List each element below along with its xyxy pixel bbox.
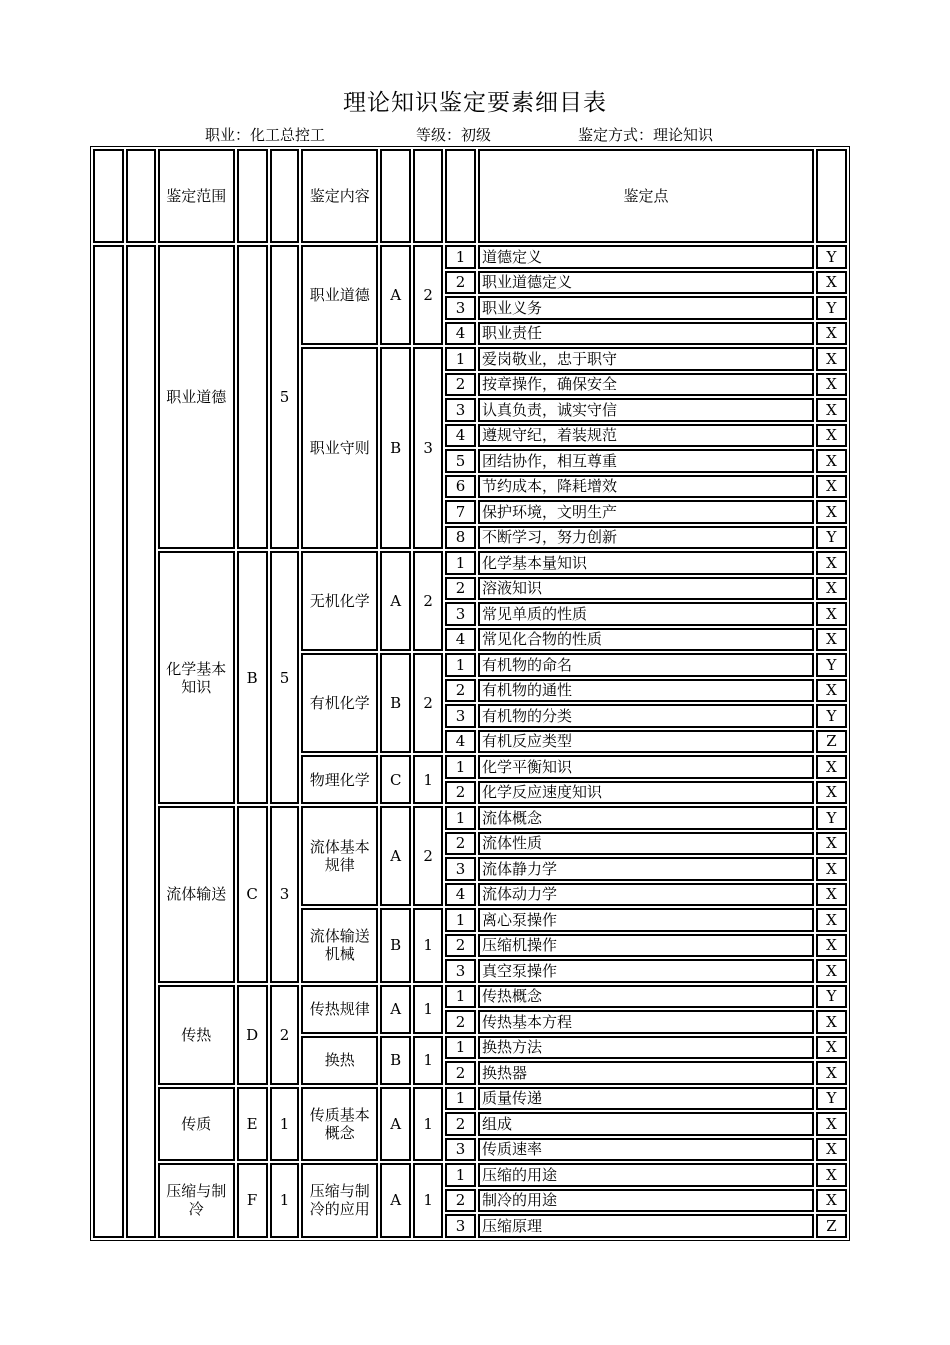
header-importance [816, 149, 847, 243]
content-weight: 1 [413, 1087, 443, 1162]
point-code: 3 [445, 296, 476, 320]
point-name: 道德定义 [478, 245, 814, 269]
point-code: 5 [445, 449, 476, 473]
point-importance: X [816, 1010, 847, 1034]
point-name: 职业责任 [478, 322, 814, 346]
point-importance: Z [816, 730, 847, 754]
point-name: 有机物的命名 [478, 653, 814, 677]
point-importance: X [816, 1036, 847, 1060]
point-code: 4 [445, 883, 476, 907]
point-code: 1 [445, 347, 476, 371]
point-name: 制冷的用途 [478, 1189, 814, 1213]
point-name: 节约成本，降耗增效 [478, 475, 814, 499]
range-code: E [237, 1087, 268, 1162]
point-importance: X [816, 500, 847, 524]
point-name: 组成 [478, 1112, 814, 1136]
point-name: 质量传递 [478, 1087, 814, 1111]
point-importance: Y [816, 526, 847, 550]
content-weight: 2 [413, 806, 443, 906]
point-code: 3 [445, 602, 476, 626]
point-name: 化学平衡知识 [478, 755, 814, 779]
header-weight2 [413, 149, 443, 243]
point-name: 溶液知识 [478, 577, 814, 601]
range-code [237, 245, 268, 549]
table-row [93, 1163, 847, 1187]
point-importance: X [816, 424, 847, 448]
point-code: 6 [445, 475, 476, 499]
point-importance: X [816, 679, 847, 703]
range-name: 压缩与制冷 [158, 1163, 235, 1238]
point-name: 团结协作，相互尊重 [478, 449, 814, 473]
point-code: 3 [445, 857, 476, 881]
point-name: 流体概念 [478, 806, 814, 830]
point-importance: X [816, 934, 847, 958]
range-code: D [237, 985, 268, 1085]
content-weight: 1 [413, 985, 443, 1034]
point-importance: X [816, 1163, 847, 1187]
point-name: 职业义务 [478, 296, 814, 320]
point-importance: X [816, 628, 847, 652]
header-range: 鉴定范围 [158, 149, 235, 243]
element-table [90, 146, 850, 1241]
content-weight: 1 [413, 1036, 443, 1085]
content-weight: 2 [413, 551, 443, 651]
point-name: 按章操作，确保安全 [478, 373, 814, 397]
point-importance: X [816, 449, 847, 473]
point-name: 离心泵操作 [478, 908, 814, 932]
content-code: A [380, 245, 411, 345]
header-weight1 [270, 149, 300, 243]
header-code1 [126, 149, 156, 243]
table-row [93, 1087, 847, 1111]
point-importance: X [816, 781, 847, 805]
point-importance: X [816, 883, 847, 907]
point-importance: X [816, 959, 847, 983]
content-code: A [380, 1087, 411, 1162]
point-importance: X [816, 755, 847, 779]
page-title: 理论知识鉴定要素细目表 [343, 90, 607, 116]
header-code2 [237, 149, 268, 243]
point-name: 保护环境，文明生产 [478, 500, 814, 524]
content-name: 流体输送机械 [301, 908, 378, 983]
point-importance: X [816, 398, 847, 422]
point-code: 1 [445, 908, 476, 932]
point-importance: X [816, 373, 847, 397]
point-importance: X [816, 551, 847, 575]
content-name: 职业道德 [301, 245, 378, 345]
point-name: 真空泵操作 [478, 959, 814, 983]
range-weight: 1 [270, 1163, 300, 1238]
point-code: 2 [445, 1010, 476, 1034]
point-code: 1 [445, 653, 476, 677]
point-code: 2 [445, 271, 476, 295]
point-importance: X [816, 1061, 847, 1085]
point-name: 流体静力学 [478, 857, 814, 881]
point-code: 3 [445, 1214, 476, 1238]
content-name: 职业守则 [301, 347, 378, 549]
header-code4 [445, 149, 476, 243]
point-importance: X [816, 832, 847, 856]
point-name: 不断学习，努力创新 [478, 526, 814, 550]
point-name: 有机物的分类 [478, 704, 814, 728]
header-content: 鉴定内容 [301, 149, 378, 243]
content-name: 传质基本概念 [301, 1087, 378, 1162]
range-name: 职业道德 [158, 245, 235, 549]
point-name: 换热器 [478, 1061, 814, 1085]
header-code3 [380, 149, 411, 243]
point-code: 2 [445, 577, 476, 601]
point-code: 3 [445, 704, 476, 728]
point-name: 有机反应类型 [478, 730, 814, 754]
point-importance: X [816, 1189, 847, 1213]
point-code: 3 [445, 959, 476, 983]
header-row [93, 149, 847, 243]
point-code: 1 [445, 755, 476, 779]
point-code: 8 [445, 526, 476, 550]
point-name: 传热基本方程 [478, 1010, 814, 1034]
content-weight: 2 [413, 653, 443, 753]
occupation-label: 职业：化工总控工 [205, 126, 326, 144]
point-code: 4 [445, 730, 476, 754]
point-name: 流体动力学 [478, 883, 814, 907]
point-name: 压缩机操作 [478, 934, 814, 958]
point-name: 换热方法 [478, 1036, 814, 1060]
point-name: 有机物的通性 [478, 679, 814, 703]
content-code: A [380, 806, 411, 906]
point-importance: Y [816, 296, 847, 320]
content-weight: 1 [413, 755, 443, 804]
point-name: 传热概念 [478, 985, 814, 1009]
point-code: 2 [445, 373, 476, 397]
content-name: 流体基本规律 [301, 806, 378, 906]
content-name: 压缩与制冷的应用 [301, 1163, 378, 1238]
point-name: 压缩的用途 [478, 1163, 814, 1187]
point-name: 常见化合物的性质 [478, 628, 814, 652]
point-importance: X [816, 908, 847, 932]
content-code: B [380, 653, 411, 753]
point-importance: X [816, 1138, 847, 1162]
point-name: 流体性质 [478, 832, 814, 856]
point-importance: X [816, 857, 847, 881]
point-importance: X [816, 1112, 847, 1136]
point-importance: Y [816, 653, 847, 677]
range-weight: 1 [270, 1087, 300, 1162]
point-name: 传质速率 [478, 1138, 814, 1162]
table-row [93, 245, 847, 269]
point-code: 3 [445, 1138, 476, 1162]
point-code: 1 [445, 245, 476, 269]
content-code: A [380, 1163, 411, 1238]
point-code: 2 [445, 934, 476, 958]
range-weight: 3 [270, 806, 300, 983]
point-importance: Y [816, 704, 847, 728]
content-name: 物理化学 [301, 755, 378, 804]
point-importance: X [816, 271, 847, 295]
point-code: 4 [445, 322, 476, 346]
content-code: A [380, 551, 411, 651]
point-code: 7 [445, 500, 476, 524]
point-code: 3 [445, 398, 476, 422]
point-name: 认真负责，诚实守信 [478, 398, 814, 422]
range-weight: 5 [270, 245, 300, 549]
point-name: 化学反应速度知识 [478, 781, 814, 805]
point-importance: X [816, 322, 847, 346]
point-name: 遵规守纪，着装规范 [478, 424, 814, 448]
content-weight: 2 [413, 245, 443, 345]
item-code-cell [126, 245, 156, 1238]
content-code: B [380, 908, 411, 983]
point-importance: X [816, 475, 847, 499]
point-code: 1 [445, 551, 476, 575]
content-name: 有机化学 [301, 653, 378, 753]
point-code: 1 [445, 806, 476, 830]
point-name: 爱岗敬业，忠于职守 [478, 347, 814, 371]
method-label: 鉴定方式：理论知识 [578, 126, 714, 144]
point-name: 化学基本量知识 [478, 551, 814, 575]
content-weight: 3 [413, 347, 443, 549]
table-row [93, 985, 847, 1009]
point-code: 2 [445, 781, 476, 805]
point-code: 1 [445, 985, 476, 1009]
range-weight: 2 [270, 985, 300, 1085]
range-name: 传质 [158, 1087, 235, 1162]
header-point: 鉴定点 [478, 149, 814, 243]
point-code: 2 [445, 1112, 476, 1136]
table-row [93, 551, 847, 575]
range-name: 传热 [158, 985, 235, 1085]
content-weight: 1 [413, 1163, 443, 1238]
level-label: 等级：初级 [416, 126, 492, 144]
range-code: B [237, 551, 268, 804]
range-code: F [237, 1163, 268, 1238]
content-weight: 1 [413, 908, 443, 983]
point-name: 常见单质的性质 [478, 602, 814, 626]
content-name: 传热规律 [301, 985, 378, 1034]
content-code: C [380, 755, 411, 804]
content-code: A [380, 985, 411, 1034]
point-code: 1 [445, 1163, 476, 1187]
point-importance: X [816, 577, 847, 601]
content-name: 换热 [301, 1036, 378, 1085]
table-row [93, 806, 847, 830]
range-name: 流体输送 [158, 806, 235, 983]
point-importance: Y [816, 806, 847, 830]
item-cell [93, 245, 124, 1238]
content-code: B [380, 1036, 411, 1085]
point-importance: Y [816, 985, 847, 1009]
point-name: 压缩原理 [478, 1214, 814, 1238]
point-code: 2 [445, 1189, 476, 1213]
point-code: 4 [445, 424, 476, 448]
range-weight: 5 [270, 551, 300, 804]
point-importance: Z [816, 1214, 847, 1238]
point-code: 2 [445, 1061, 476, 1085]
point-name: 职业道德定义 [478, 271, 814, 295]
point-code: 4 [445, 628, 476, 652]
point-code: 1 [445, 1087, 476, 1111]
point-importance: X [816, 347, 847, 371]
point-code: 1 [445, 1036, 476, 1060]
range-code: C [237, 806, 268, 983]
point-importance: Y [816, 245, 847, 269]
header-item [93, 149, 124, 243]
range-name: 化学基本知识 [158, 551, 235, 804]
point-importance: X [816, 602, 847, 626]
content-code: B [380, 347, 411, 549]
point-code: 2 [445, 832, 476, 856]
content-name: 无机化学 [301, 551, 378, 651]
point-code: 2 [445, 679, 476, 703]
point-importance: Y [816, 1087, 847, 1111]
